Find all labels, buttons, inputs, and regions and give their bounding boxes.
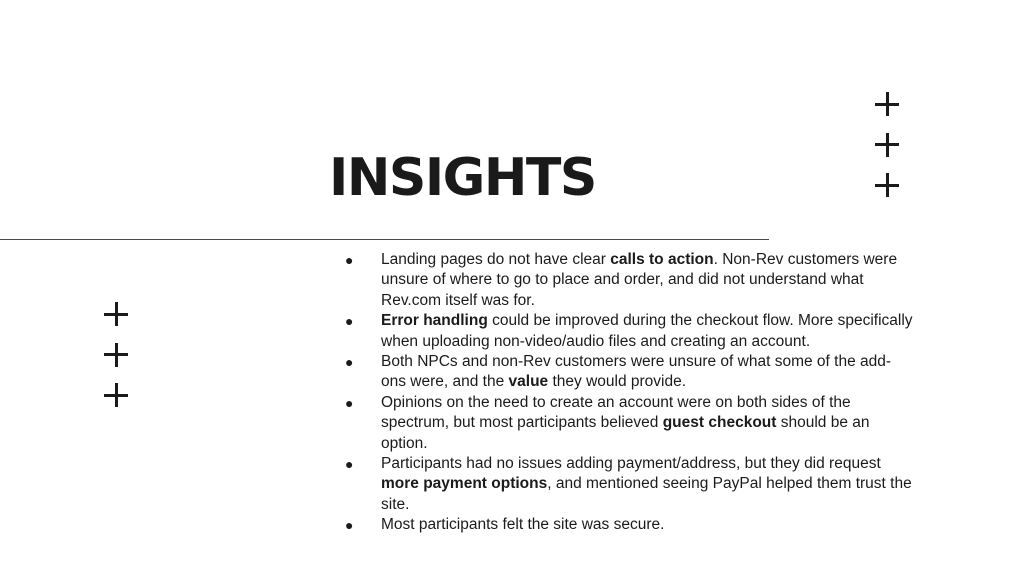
plus-decoration-left xyxy=(102,300,132,422)
insight-text: , and mentioned seeing PayPal helped them trust the site. xyxy=(381,475,912,513)
plus-icon xyxy=(873,131,901,159)
insight-emphasis: value xyxy=(508,373,549,391)
insight-item xyxy=(343,352,913,393)
insight-emphasis: more payment options xyxy=(381,475,548,493)
bullet-icon: ● xyxy=(345,394,354,411)
insight-text: they would provide. xyxy=(548,373,687,391)
insight-text: . Non-Rev customers were unsure of where to go to place and order, and did not understand what Rev.com itself was for. xyxy=(381,251,898,309)
insight-item xyxy=(343,311,913,352)
plus-icon xyxy=(102,341,130,369)
plus-icon xyxy=(873,171,901,199)
insight-text: Opinions on the need to create an account were on both sides of the spectrum, but most participants believed xyxy=(381,393,851,432)
bullet-icon: ● xyxy=(345,252,354,268)
insights-list xyxy=(343,250,913,536)
bullet-icon: ● xyxy=(345,354,354,371)
bullet-icon: ● xyxy=(345,313,354,330)
insight-text: Most participants felt the site was secure. xyxy=(381,516,665,534)
bullet-icon: ● xyxy=(345,517,354,534)
insight-item xyxy=(343,515,913,535)
insight-text: Both NPCs and non-Rev customers were unsure of what some of the add-ons were, and the xyxy=(381,353,892,391)
plus-icon xyxy=(102,381,130,409)
insight-item xyxy=(343,454,913,515)
insight-text: Participants had no issues adding payment/address, but they did request xyxy=(381,455,881,473)
insight-text: should be an option. xyxy=(381,414,870,452)
insight-text: Landing pages do not have clear xyxy=(381,251,611,268)
insight-emphasis: calls to action xyxy=(610,251,714,268)
insight-emphasis: guest checkout xyxy=(662,414,777,432)
plus-decoration-right xyxy=(873,90,903,212)
plus-icon xyxy=(102,300,130,328)
title-divider xyxy=(0,239,769,240)
plus-icon xyxy=(873,90,901,118)
insight-text: could be improved during the checkout flow. More specifically when uploading non-video/audio files and creating an account. xyxy=(381,312,913,350)
insight-item xyxy=(343,393,913,454)
page-title: INSIGHTS xyxy=(329,148,596,208)
bullet-icon: ● xyxy=(345,456,354,473)
insight-item xyxy=(343,250,913,311)
insight-emphasis: Error handling xyxy=(381,312,488,330)
